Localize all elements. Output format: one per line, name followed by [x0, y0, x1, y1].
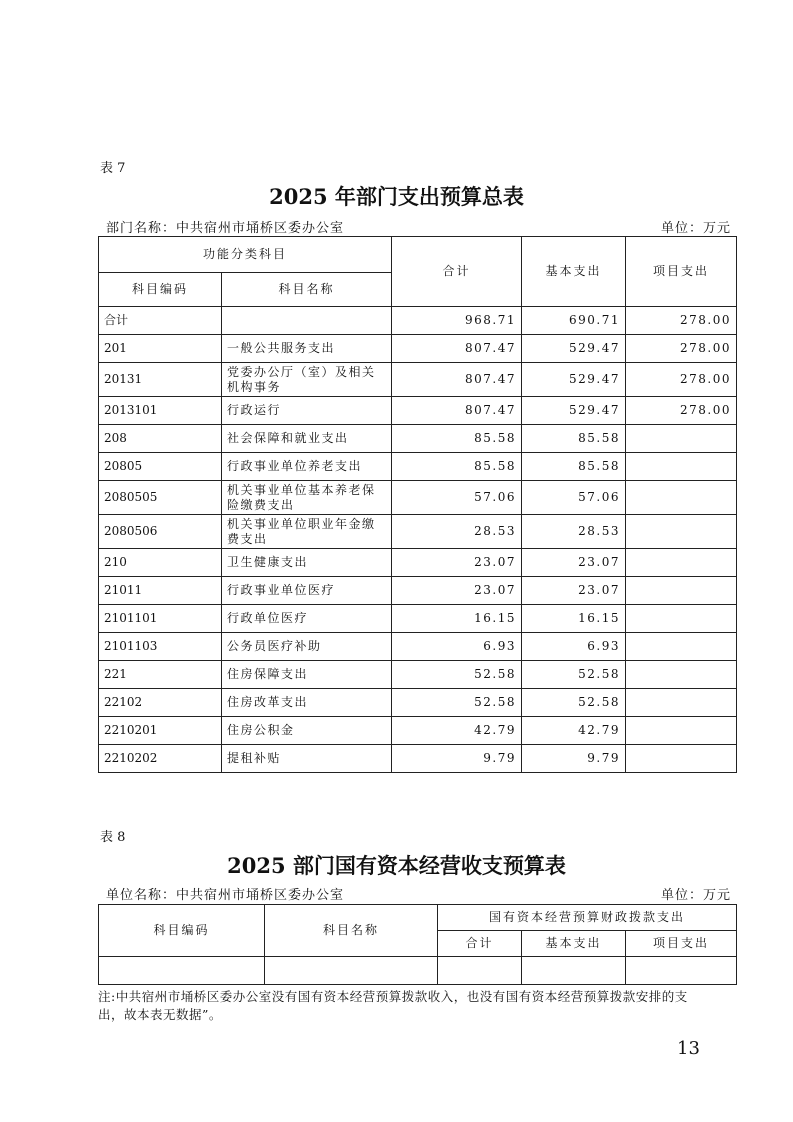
cell-project: 278.00: [626, 397, 737, 425]
table7-label: 表 7: [100, 161, 126, 176]
cell-code: 20805: [99, 453, 222, 481]
table7: [98, 236, 737, 773]
cell-code: 22102: [99, 689, 222, 717]
cell-basic: 23.07: [522, 549, 626, 577]
header-group: 国有资本经营预算财政拨款支出: [438, 905, 737, 931]
table7-dept: 部门名称：中共宿州市埇桥区委办公室: [106, 221, 345, 236]
cell-name: 住房改革支出: [222, 689, 392, 717]
table-row: [99, 717, 737, 745]
cell-basic: 6.93: [522, 633, 626, 661]
cell-basic: 52.58: [522, 661, 626, 689]
cell-basic: 9.79: [522, 745, 626, 773]
cell-basic: 529.47: [522, 397, 626, 425]
cell-code: 20131: [99, 363, 222, 397]
cell-total: 52.58: [392, 689, 522, 717]
table-row: [99, 549, 737, 577]
table-row: [99, 397, 737, 425]
cell-total: 807.47: [392, 397, 522, 425]
table8-label: 表 8: [100, 830, 126, 845]
cell-name: 行政单位医疗: [222, 605, 392, 633]
cell-total: 42.79: [392, 717, 522, 745]
cell-project: [626, 515, 737, 549]
header-total: 合计: [438, 931, 522, 957]
cell-basic: 85.58: [522, 425, 626, 453]
cell-total: 807.47: [392, 363, 522, 397]
cell-name: 提租补贴: [222, 745, 392, 773]
cell-name: 行政事业单位医疗: [222, 577, 392, 605]
cell-project: [626, 453, 737, 481]
table-row: [99, 515, 737, 549]
cell-code: 2080506: [99, 515, 222, 549]
cell-code: 2080505: [99, 481, 222, 515]
cell-basic: 57.06: [522, 481, 626, 515]
cell-name: 机关事业单位基本养老保险缴费支出: [222, 481, 392, 515]
cell-code: 2210201: [99, 717, 222, 745]
cell-code: 210: [99, 549, 222, 577]
cell-basic: 23.07: [522, 577, 626, 605]
cell-project: [626, 717, 737, 745]
cell-code: 2101103: [99, 633, 222, 661]
cell-project: [626, 481, 737, 515]
cell-basic: 690.71: [522, 307, 626, 335]
cell-basic: 52.58: [522, 689, 626, 717]
cell-project: [626, 689, 737, 717]
table-row: [99, 453, 737, 481]
table8: [98, 904, 737, 985]
cell-project: [626, 425, 737, 453]
cell-name: 行政事业单位养老支出: [222, 453, 392, 481]
table-row: [99, 425, 737, 453]
cell-basic: 42.79: [522, 717, 626, 745]
table-row: [99, 633, 737, 661]
cell-project: [626, 661, 737, 689]
header-code: 科目编码: [99, 273, 222, 307]
cell-total: 9.79: [392, 745, 522, 773]
table-row: [99, 307, 737, 335]
cell-name: 公务员医疗补助: [222, 633, 392, 661]
cell-name: 机关事业单位职业年金缴费支出: [222, 515, 392, 549]
cell-total: 968.71: [392, 307, 522, 335]
cell-name: 住房公积金: [222, 717, 392, 745]
cell-name: 党委办公厅（室）及相关机构事务: [222, 363, 392, 397]
table-row: [99, 605, 737, 633]
cell-code: 合计: [99, 307, 222, 335]
cell-total: 28.53: [392, 515, 522, 549]
table-row: [99, 661, 737, 689]
cell-code: 221: [99, 661, 222, 689]
cell-total: 23.07: [392, 549, 522, 577]
cell-project: [626, 549, 737, 577]
cell-name: [222, 307, 392, 335]
cell-total: 16.15: [392, 605, 522, 633]
cell-project: 278.00: [626, 363, 737, 397]
cell-total: 23.07: [392, 577, 522, 605]
cell-name: 社会保障和就业支出: [222, 425, 392, 453]
header-total: 合计: [392, 237, 522, 307]
table8-unit: 单位：万元: [660, 888, 731, 903]
cell-code: 2210202: [99, 745, 222, 773]
cell-code: 208: [99, 425, 222, 453]
cell-name: 卫生健康支出: [222, 549, 392, 577]
header-group: 功能分类科目: [99, 237, 392, 273]
table7-title: 2025 年部门支出预算总表: [269, 184, 524, 209]
empty-row: [99, 957, 737, 985]
cell-code: 2013101: [99, 397, 222, 425]
cell-total: 52.58: [392, 661, 522, 689]
cell-basic: 28.53: [522, 515, 626, 549]
cell-project: [626, 577, 737, 605]
table8-title: 2025 部门国有资本经营收支预算表: [227, 853, 566, 878]
header-project: 项目支出: [626, 237, 737, 307]
page-number: 13: [677, 1038, 700, 1059]
cell-project: 278.00: [626, 335, 737, 363]
table8-note: 注:中共宿州市埇桥区委办公室没有国有资本经营预算拨款收入，也没有国有资本经营预算拨款安排的支出，故本表无数据”。: [98, 989, 688, 1022]
cell-project: [626, 605, 737, 633]
table-row: [99, 745, 737, 773]
cell-project: [626, 633, 737, 661]
header-code: 科目编码: [99, 905, 265, 957]
cell-name: 行政运行: [222, 397, 392, 425]
header-project: 项目支出: [626, 931, 737, 957]
cell-basic: 16.15: [522, 605, 626, 633]
cell-basic: 85.58: [522, 453, 626, 481]
cell-total: 6.93: [392, 633, 522, 661]
cell-total: 85.58: [392, 425, 522, 453]
cell-basic: 529.47: [522, 335, 626, 363]
table-row: [99, 481, 737, 515]
header-name: 科目名称: [265, 905, 438, 957]
cell-total: 57.06: [392, 481, 522, 515]
cell-basic: 529.47: [522, 363, 626, 397]
cell-code: 2101101: [99, 605, 222, 633]
cell-code: 21011: [99, 577, 222, 605]
table7-unit: 单位：万元: [660, 221, 731, 236]
header-basic: 基本支出: [522, 931, 626, 957]
table-row: [99, 335, 737, 363]
cell-project: [626, 745, 737, 773]
header-basic: 基本支出: [522, 237, 626, 307]
cell-name: 住房保障支出: [222, 661, 392, 689]
cell-code: 201: [99, 335, 222, 363]
cell-total: 807.47: [392, 335, 522, 363]
table8-dept: 单位名称：中共宿州市埇桥区委办公室: [106, 888, 345, 903]
table-row: [99, 363, 737, 397]
header-name: 科目名称: [222, 273, 392, 307]
table-row: [99, 689, 737, 717]
cell-project: 278.00: [626, 307, 737, 335]
cell-total: 85.58: [392, 453, 522, 481]
table-row: [99, 577, 737, 605]
cell-name: 一般公共服务支出: [222, 335, 392, 363]
